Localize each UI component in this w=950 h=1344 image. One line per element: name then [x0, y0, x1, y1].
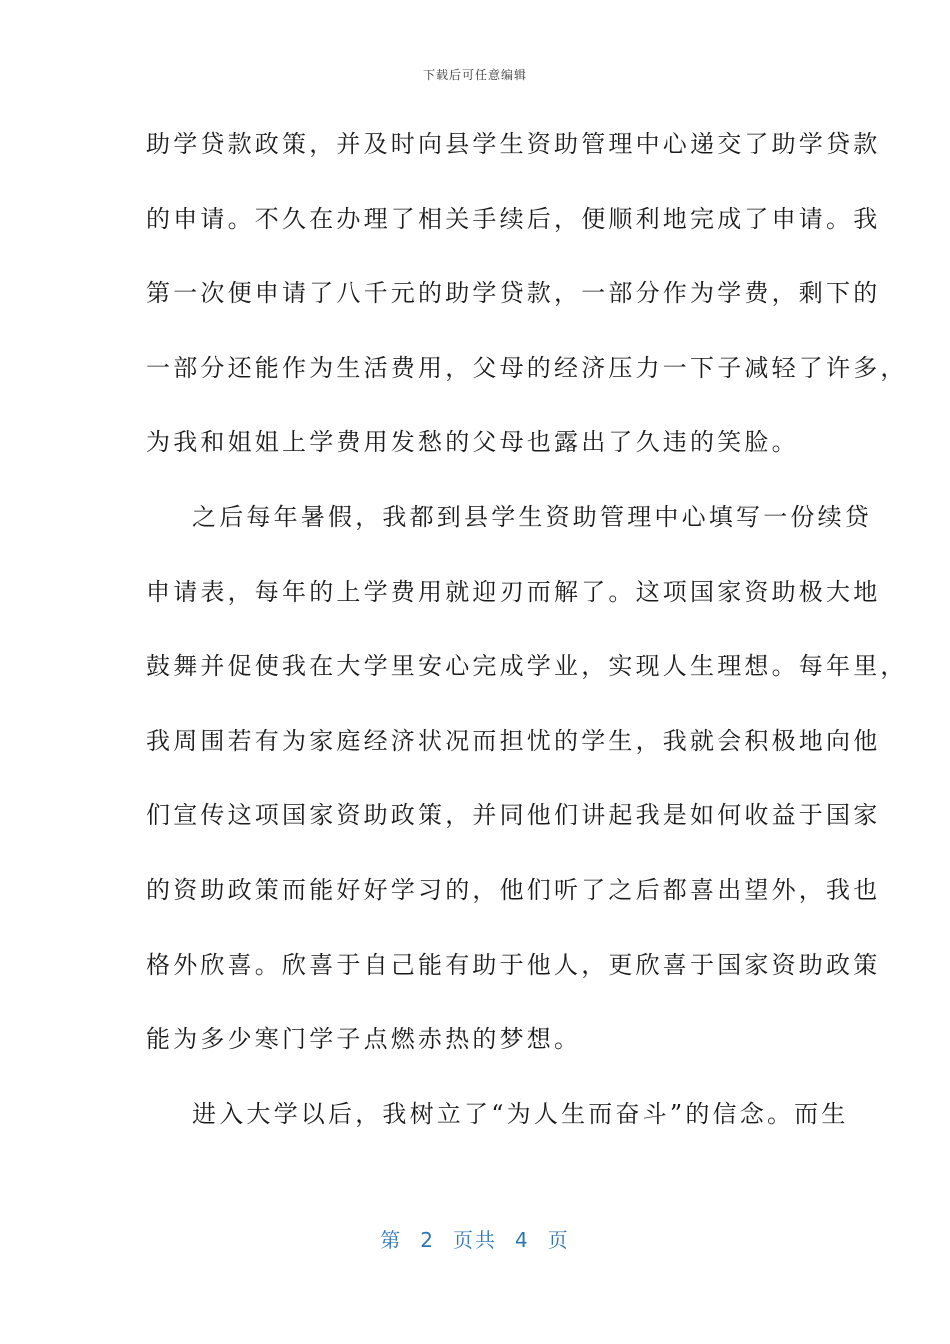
footer-suffix: 页	[547, 1228, 570, 1252]
text-line: 们宣传这项国家资助政策，并同他们讲起我是如何收益于国家	[146, 801, 881, 830]
paragraph-start-line: 之后每年暑假，我都到县学生资助管理中心填写一份续贷	[192, 502, 872, 531]
total-pages-number: 4	[515, 1228, 530, 1252]
current-page-number: 2	[420, 1228, 435, 1252]
page-header: 下载后可任意编辑	[422, 68, 527, 82]
text-line: 一部分还能作为生活费用，父母的经济压力一下子减轻了许多，	[146, 353, 908, 382]
footer-middle: 页共	[453, 1228, 497, 1252]
page-footer	[0, 1224, 950, 1253]
footer-prefix: 第	[380, 1228, 403, 1252]
text-line: 申请表，每年的上学费用就迎刃而解了。这项国家资助极大地	[146, 577, 881, 606]
paragraph-start-line: 进入大学以后，我树立了“为人生而奋斗”的信念。而生	[192, 1099, 849, 1128]
text-line: 第一次便申请了八千元的助学贷款，一部分作为学费，剩下的	[146, 279, 881, 308]
text-line: 为我和姐姐上学费用发愁的父母也露出了久违的笑脸。	[146, 428, 799, 457]
text-line: 我周围若有为家庭经济状况而担忧的学生，我就会积极地向他	[146, 726, 881, 755]
text-line: 的申请。不久在办理了相关手续后，便顺利地完成了申请。我	[146, 204, 881, 233]
text-line: 助学贷款政策，并及时向县学生资助管理中心递交了助学贷款	[146, 130, 881, 158]
text-line: 格外欣喜。欣喜于自己能有助于他人，更欣喜于国家资助政策	[146, 950, 881, 979]
text-line: 能为多少寒门学子点燃赤热的梦想。	[146, 1025, 582, 1054]
text-line: 的资助政策而能好好学习的，他们听了之后都喜出望外，我也	[146, 875, 881, 904]
text-line: 鼓舞并促使我在大学里安心完成学业，实现人生理想。每年里，	[146, 652, 908, 681]
document-body	[146, 118, 908, 1162]
